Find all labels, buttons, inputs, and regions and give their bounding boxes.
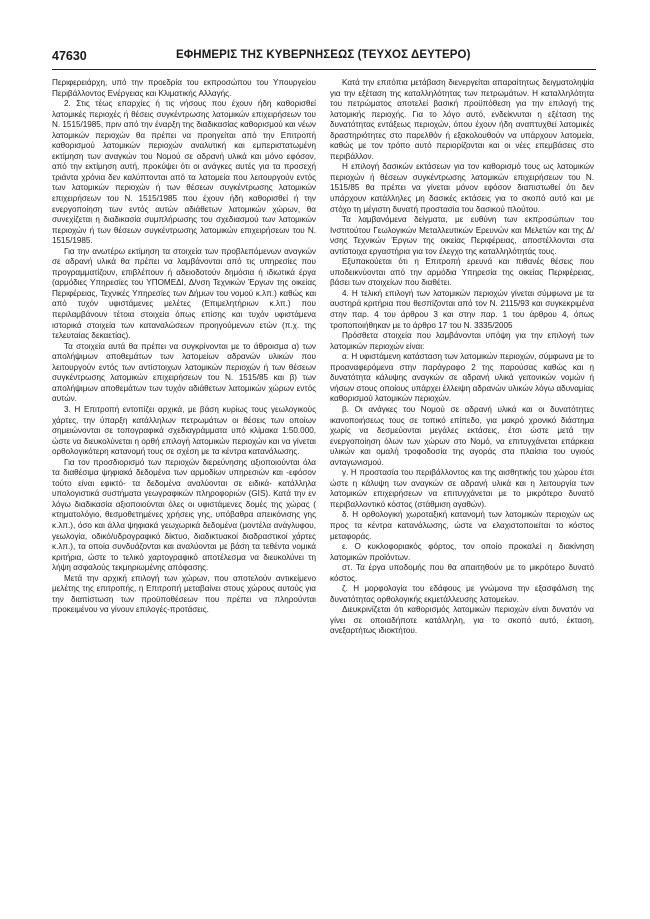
paragraph: Για την ανωτέρω εκτίμηση τα στοιχεία των προβλεπόμενων αναγκών σε αδρανή υλικά θα πρέπει να λαμβάνονται από τις υπηρεσίες που προγραμματίζουν, επιβλέπουν ή αδειοδοτούν δημόσια ή ιδιωτικά έργα (αρμόδιες Υπηρεσίες του ΥΠΟΜΕΔΙ, Δ/νση Τεχνικών Έργων της οικείας Περιφέρειας, Τεχνικές Υπηρεσίες των Δήμων του νομού κ.λπ.) καθώς και από τυχόν υφιστάμενες μελέτες (Επιμελητήριων κ.λπ.) που περιλαμβάνουν τέτοια στοιχεία όπως επίσης και τυχόν υφιστάμενα ιστορικά στοιχεία των καταναλώσεων προηγούμενων ετών (π.χ. της τελευταίας δεκαετίας). [52, 246, 316, 341]
page-header [52, 49, 592, 69]
paragraph: β. Οι ανάγκες του Νομού σε αδρανή υλικά και οι δυνατότητες ικανοποιήσεως τους σε τοπικό επίπεδο, για μακρό χρονικό διάστημα χωρίς να δεσμεύονται μεγάλες εκτάσεις, έτσι ώστε μετά την ενεργοποίηση όλων των χώρων στο Νομό, να επιτυγχάνεται επάρκεια υλικών και ομαλή τροφοδοσία της αγοράς στα πλαίσια του υγιούς ανταγωνισμού. [330, 404, 594, 467]
paragraph: Περιφερειάρχη, υπό την προεδρία του εκπροσώπου του Υπουργείου Περιβάλλοντος Ενέργειας και Κλιματικής Αλλαγής. [52, 78, 316, 98]
paragraph: Μετά την αρχική επιλογή των χώρων, που αποτελούν αντικείμενο μελέτης της επιτροπής, η Επιτροπή μεταβαίνει στους χώρους αυτούς για την διαπίστωση των προϋποθέσεων που πρέπει να πληρούνται προκειμένου να γίνουν επιλογές-προτάσεις. [52, 573, 316, 615]
paragraph: 2. Στις τέως επαρχίες ή τις νήσους που έχουν ήδη καθορισθεί λατομικές περιοχές ή θέσεις συγκέντρωσης λατομικών επιχειρήσεων του Ν. 1515/1985, πριν από την έναρξη της διαδικασίας καθορισμού και νέων λατομικών περιοχών θα πρέπει να προηγείται από την Επιτροπή καθορισμού λατομικών περιοχών αναλυτική και εμπεριστατωμένη εκτίμηση των αναγκών του Νομού σε αδρανή υλικά και μόνο εφόσον, από την εκτίμηση αυτή, προκύψει ότι οι ανάγκες αυτές για τα προσεχή τριάντα χρόνια δεν καλύπτονται από τα λατομεία που λειτουργούν εντός των λατομικών περιοχών ή των θέσεων συγκέντρωσης λατομικών επιχειρήσεων του Ν. 1515/1985 που έχουν ήδη καθορισθεί ή την ενεργοποίηση των εντός αυτών αδιάθετων λατομικών χώρων, θα συνεχίζεται η διαδικασία συμπλήρωσης του σχεδιασμού των λατομικών περιοχών ή των θέσεων συγκέντρωσης λατομικών επιχειρήσεων του Ν. 1515/1985. [52, 99, 316, 246]
paragraph: 4. Η τελική επιλογή των λατομικών περιοχών γίνεται σύμφωνα με τα αυστηρά κριτήρια που θεσπίζονται από τον Ν. 2115/93 και συγκεκριμένα στην παρ. 4 του άρθρου 3 και στην παρ. 1 του άρθρου 4, όπως τροποποιήθηκαν με το άρθρο 17 του Ν. 3335/2005 [330, 288, 594, 330]
paragraph: δ. Η ορθολογική χωροταξική κατανομή των λατομικών περιοχών ως προς τα κέντρα κατανάλωσης, ώστε να ελαχιστοποιείται το κόστος μεταφοράς. [330, 510, 594, 541]
paragraph: Για τον προσδιορισμό των περιοχών διερεύνησης αξιοποιούνται όλα τα διαθέσιμα ψηφιακά δεδομένα των αρμοδίων υπηρεσιών και -εφόσον τούτο είναι εφικτό- τα δεδομένα αναλύονται σε ειδικά- κατάλληλα υπολογιστικά συστήματα γεωγραφικών πληροφοριών (GIS). Κατά την εν λόγω διαδικασία αξιοποιούνται όλες οι υφιστάμενες δομές της χώρας ( κτηματολόγιο, θεσμοθετημένες χρήσεις γης, υπόβαθρα απεικόνισης γης κ.λπ.), όσο και άλλα ψηφιακά γεωχωρικά δεδομένα (μοντέλα ανάγλυφου, γεωλογία, οδικό/υδρογραφικό δίκτυο, διαδικτυακοί διαδραστικοί χάρτες κ.λπ.), τα οποία συνδυάζονται και αναλύονται με βάση τα τεθέντα νομικά κριτήρια, ώστε το τελικό χαρτογραφικό αποτέλεσμα να διευκολύνει τη λήψη ασφαλούς τεκμηριωμένης απόφασης. [52, 457, 316, 573]
header-rule [52, 69, 596, 70]
paragraph: ζ. Η μορφολογία του εδάφους με γνώμονα την εξασφάλιση της δυνατότητας ορθολογικής εκμετάλλευσης λατομείων. [330, 584, 594, 604]
paragraph: στ. Τα έργα υποδομής που θα απαιτηθούν με το μικρότερο δυνατό κόστος. [330, 563, 594, 583]
paragraph: Διευκρινίζεται ότι καθορισμός λατομικών περιοχών είναι δυνατόν να γίνει σε οποιαδήποτε κατάλληλη, για το σκοπό αυτό, έκταση, ανεξαρτήτως ιδιοκτήτου. [330, 605, 594, 636]
left-column [52, 78, 316, 616]
paragraph: 3. Η Επιτροπή εντοπίζει αρχικά, με βάση κυρίως τους γεωλογικούς χάρτες, την ύπαρξη κατάλληλων πετρωμάτων οι θέσεις των οποίων σημειώνονται σε τοπογραφικά σχεδιαγράμματα υπό κλίμακα 1:50.000, ώστε να διευκολύνεται η ορθή επιλογή λατομικών περιοχών και να γίνεται ορθολογικότερη κατανομή τους σε σχέση με τα κέντρα κατανάλωσης. [52, 404, 316, 457]
paragraph: Εξυπακούεται ότι η Επιτροπή ερευνά και πιθανές θέσεις που υποδεικνύονται από την αρμόδια Υπηρεσία της οικείας Περιφέρειας, βάσει των στοιχείων που διαθέτει. [330, 257, 594, 288]
right-column [330, 78, 594, 637]
paragraph: Κατά την επιτόπια μετάβαση διενεργείται απαραίτητως δειγματοληψία για την εξέταση της καταλληλότητας των πετρωμάτων. Η καταλληλότητα του πετρώματος αποτελεί βασική προϋπόθεση για την επιλογή της λατομικής περιοχής. Για το λόγο αυτό, ενδείκνυται η εξέταση της δυνατότητας εντάξεως περιοχών, όπου έχουν ήδη αναπτυχθεί λατομικές δραστηριότητες στο παρελθόν ή εξακολουθούν να υπάρχουν λατομεία, καθώς με τον τρόπο αυτό περιορίζονται και οι νέες επεμβάσεις στο περιβάλλον. [330, 78, 594, 161]
paragraph: Τα λαμβανόμενα δείγματα, με ευθύνη των εκπροσώπων του Ινστιτούτου Γεωλογικών Μεταλλευτικών Ερευνών και Μελετών και της Δ/νσης Τεχνικών Έργων της οικείας Περιφέρειας, αποστέλλονται στα αντίστοιχα εργαστήρια για τον έλεγχο της καταλληλότητάς τους. [330, 215, 594, 256]
paragraph: Τα στοιχεία αυτά θα πρέπει να συγκρίνονται με το άθροισμα α) των απολήψιμων αποθεμάτων των λατομείων αδρανών υλικών που λειτουργούν εντός των αντίστοιχων λατομικών περιοχών ή των θέσεων συγκέντρωσης λατομικών επιχειρήσεων του Ν. 1515/85 και β) των απολήψιμων αποθεμάτων των τυχόν αδιάθετων λατομικών χώρων εντός αυτών. [52, 341, 316, 404]
gazette-title: ΕΦΗΜΕΡΙΣ ΤΗΣ ΚΥΒΕΡΝΗΣΕΩΣ (ΤΕΥΧΟΣ ΔΕΥΤΕΡΟ) [176, 49, 471, 61]
paragraph: α. Η υφιστάμενη κατάσταση των λατομικών περιοχών, σύμφωνα με το προαναφερόμενα στην παράγραφο 2 της παρούσας καθώς και η δυνατότητα κάλυψης αναγκών σε αδρανή υλικά γειτονικών νομών ή νήσων στους οποίους υπάρχει έλλειψη αδρανών υλικών λόγω αδυναμίας καθορισμού λατομικών περιοχών. [330, 352, 594, 404]
paragraph: Πρόσθετα στοιχεία που λαμβάνονται υπόψη για την επιλογή των λατομικών περιοχών είναι: [330, 331, 594, 351]
paragraph: γ. Η προστασία του περιβάλλοντος και της αισθητικής του χώρου έτσι ώστε η κάλυψη των αναγκών σε αδρανή υλικά και η λειτουργία των λατομικών επιχειρήσεων να επιτυγχάνεται με το μικρότερο δυνατό περιβαλλοντικό κόστος (στάθμιση αγαθών). [330, 468, 594, 509]
paragraph: Η επιλογή δασικών εκτάσεων για τον καθορισμό τους ως λατομικών περιοχών ή θέσεων συγκέντρωσης λατομικών επιχειρήσεων του Ν. 1515/85 θα πρέπει να γίνεται μόνον εφόσον διαπιστωθεί ότι δεν υπάρχουν κατάλληλες μη δασικές εκτάσεις για το σκοπό αυτό και με στόχο τη μέγιστη δυνατή προστασία του δασικού πλούτου. [330, 162, 594, 214]
page-number: 47630 [52, 49, 87, 63]
paragraph: ε. Ο κυκλοφοριακός φόρτος, τον οποίο προκαλεί η διακίνηση λατομικών προϊόντων. [330, 542, 594, 562]
